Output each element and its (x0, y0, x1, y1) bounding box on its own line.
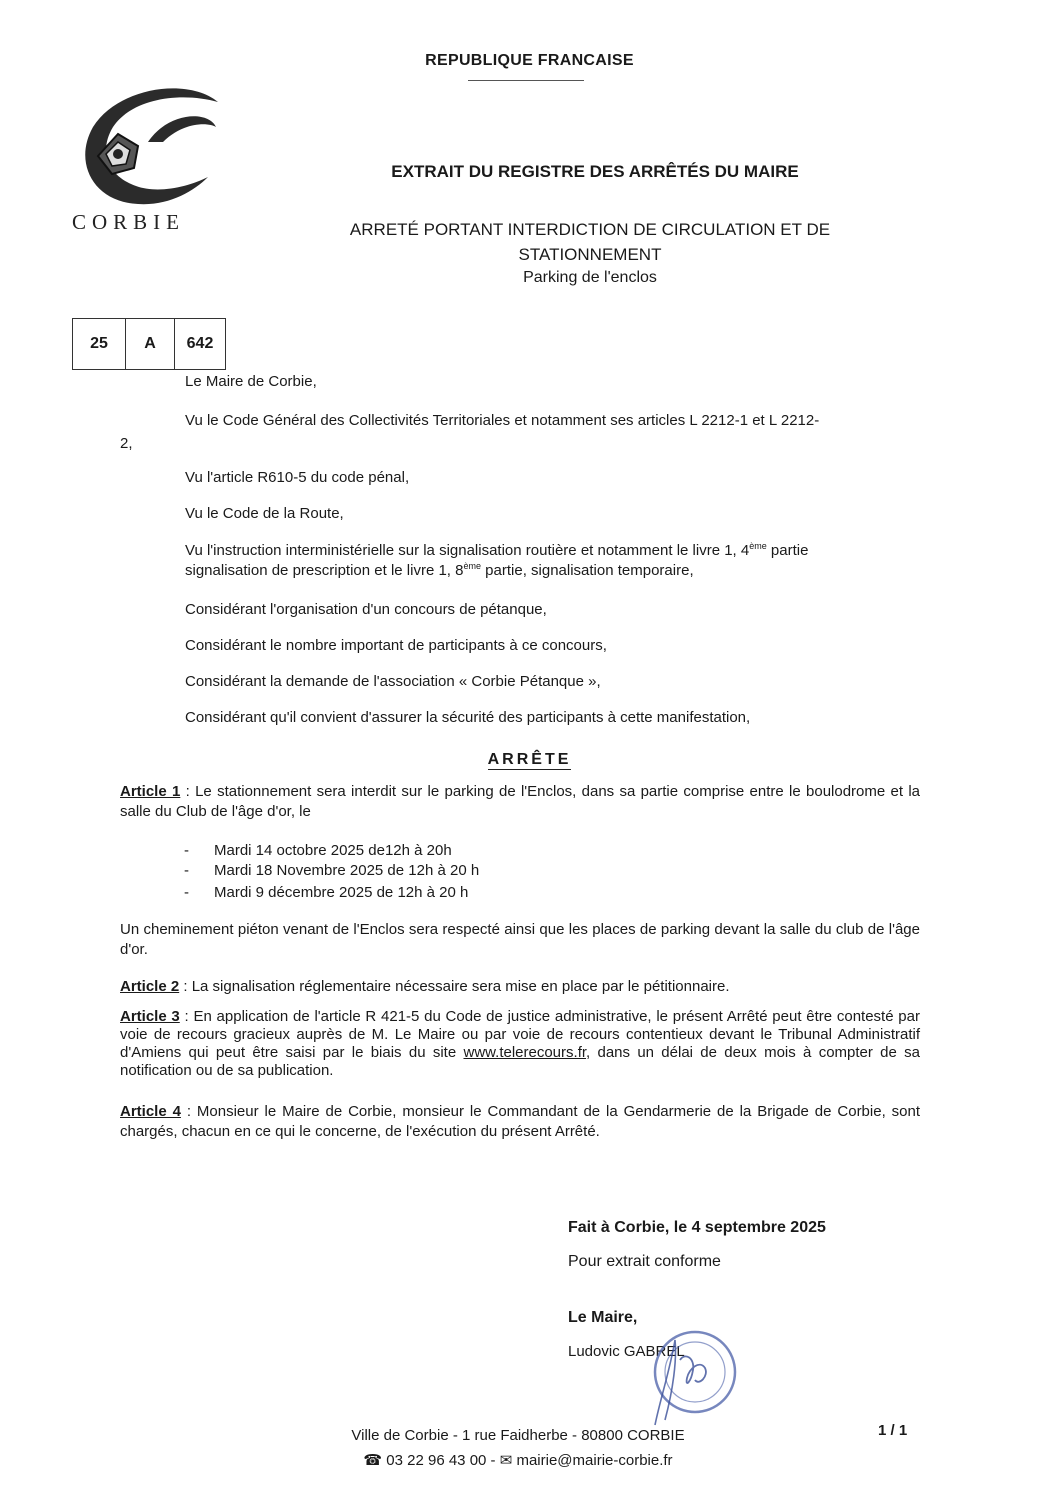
arrete-heading-text: ARRÊTE (487, 751, 572, 768)
list-dash: - (184, 862, 189, 879)
signature-place-date: Fait à Corbie, le 4 septembre 2025 (568, 1219, 826, 1236)
vu-instruction (185, 541, 925, 581)
republique-heading: REPUBLIQUE FRANCAISE (425, 52, 634, 69)
considerant-securite: Considérant qu'il convient d'assurer la sécurité des participants à cette manifestation, (185, 709, 751, 726)
vu-instruction-text-d: partie, signalisation temporaire, (481, 562, 694, 579)
date-text: Mardi 14 octobre 2025 de12h à 20h (214, 842, 452, 859)
date-item (184, 862, 479, 879)
article-4 (120, 1102, 920, 1142)
article-4-label: Article 4 (120, 1103, 181, 1120)
article-2 (120, 977, 920, 997)
footer-contact (0, 1451, 1036, 1469)
arrete-title (290, 217, 890, 267)
official-stamp-and-signature (625, 1330, 740, 1430)
telephone-icon: ☎ (363, 1452, 383, 1469)
footer-separator: - (486, 1452, 500, 1469)
arrete-heading (0, 751, 1059, 769)
vu-cgct: Vu le Code Général des Collectivités Territoriales et notamment ses articles L 2212-1 et L 2212- (185, 412, 820, 429)
maire-line: Le Maire de Corbie, (185, 373, 317, 390)
article-4-text: : Monsieur le Maire de Corbie, monsieur le Commandant de la Gendarmerie de la Brigade de Corbie, sont chargés, chacun en ce qui le concerne, de l'exécution du présent Arrêté. (120, 1103, 920, 1140)
registre-title: EXTRAIT DU REGISTRE DES ARRÊTÉS DU MAIRE (391, 162, 799, 181)
article-2-text: : La signalisation réglementaire nécessaire sera mise en place par le pétitionnaire. (179, 978, 730, 995)
reference-type: A (126, 319, 175, 369)
superscript: ème (749, 541, 767, 551)
reference-number: 642 (186, 335, 214, 352)
article-2-label: Article 2 (120, 978, 180, 995)
article-1 (120, 782, 920, 822)
article-1-label: Article 1 (120, 783, 181, 800)
vu-code-penal: Vu l'article R610-5 du code pénal, (185, 469, 410, 486)
reference-box (72, 318, 226, 370)
vu-instruction-text-a: Vu l'instruction interministérielle sur la signalisation routière et notamment le livre 1, 4 (185, 542, 750, 559)
date-item (184, 884, 468, 901)
list-dash: - (184, 842, 189, 859)
article-1-text: : Le stationnement sera interdit sur le parking de l'Enclos, dans sa partie comprise entre le boulodrome et la salle du Club de l'âge d'or, le (120, 783, 920, 820)
reference-year: 25 (73, 319, 126, 369)
superscript: ème (463, 561, 481, 571)
footer-phone: 03 22 96 43 00 (386, 1452, 487, 1469)
article-3-text: : En application de l'article R 421-5 du Code de justice administrative, le présent Arrêté peut être contesté par voie de recours gracieux auprès de M. Le Maire ou par voie de recours contentieux devant le Tribunal Administratif d'Amiens qui peut être saisi par le biais du site (120, 1008, 920, 1061)
arrete-title-line1: ARRETÉ PORTANT INTERDICTION DE CIRCULATION ET DE (349, 220, 831, 239)
article-3-label: Article 3 (120, 1008, 180, 1025)
signature-name: Ludovic GABREL (568, 1343, 685, 1360)
vu-cgct-continued: 2, (120, 435, 133, 452)
date-text: Mardi 9 décembre 2025 de 12h à 20 h (214, 884, 469, 901)
vu-instruction-text-c: signalisation de prescription et le livre 1, 8 (185, 562, 464, 579)
article-3-text-end: , dans un délai de deux mois à compter de sa notification ou de sa publication. (120, 1044, 920, 1079)
arrete-title-line2: STATIONNEMENT (518, 245, 662, 264)
considerant-demande: Considérant la demande de l'association « Corbie Pétanque », (185, 673, 601, 690)
date-item (184, 842, 452, 859)
signature-conforme: Pour extrait conforme (568, 1253, 721, 1270)
page-number: 1 / 1 (878, 1422, 908, 1439)
footer-email: mairie@mairie-corbie.fr (516, 1452, 673, 1469)
article-3 (120, 1008, 920, 1080)
vu-code-route: Vu le Code de la Route, (185, 505, 344, 522)
signature-role: Le Maire, (568, 1309, 638, 1326)
date-text: Mardi 18 Novembre 2025 de 12h à 20 h (214, 862, 480, 879)
pieton-paragraph: Un cheminement piéton venant de l'Enclos sera respecté ainsi que les places de parking devant la salle du club de l'âge d'or. (120, 921, 920, 958)
heading-divider (468, 80, 584, 81)
list-dash: - (184, 884, 189, 901)
logo-wordmark: CORBIE (72, 210, 186, 234)
arrete-subtitle: Parking de l'enclos (523, 269, 657, 286)
vu-instruction-text-b: partie (766, 542, 809, 559)
considerant-participants: Considérant le nombre important de participants à ce concours, (185, 637, 607, 654)
fax-mail-icon: ✉ (499, 1452, 513, 1469)
footer-address: Ville de Corbie - 1 rue Faidherbe - 80800 CORBIE (351, 1427, 685, 1444)
telerecours-link[interactable]: www.telerecours.fr (463, 1044, 587, 1061)
considerant-organisation: Considérant l'organisation d'un concours de pétanque, (185, 601, 547, 618)
